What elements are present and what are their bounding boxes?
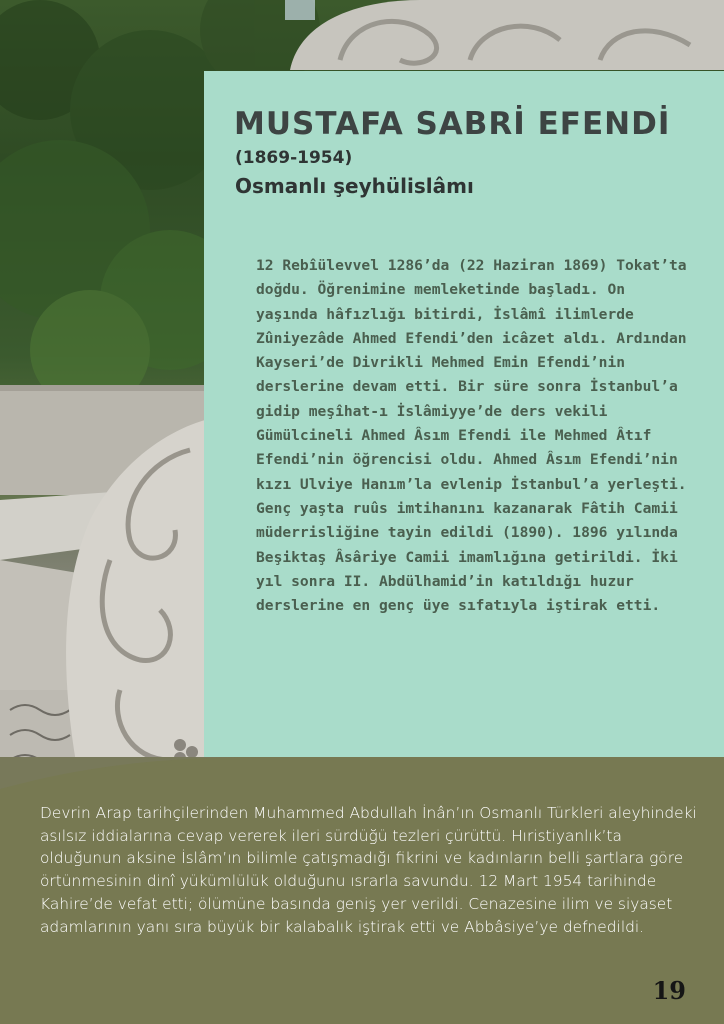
summary-text: Devrin Arap tarihçilerinden Muhammed Abdullah İnân’ın Osmanlı Türkleri aleyhindeki asılsız iddialarına cevap vererek ileri sürdüğü tezleri çürüttü. Hıristiyanlık’ta olduğunun aksine İslâm’ın bilimle çatışmadığı fikrini ve kadınların belli şartlara göre örtünmesinin dinî yükümlülük olduğunu ısrarla savundu. 12 Mart 1954 tarihinde Kahire’de vefat etti; ölümüne basında geniş yer verildi. Cenazesine ilim ve siyaset adamlarının yanı sıra büyük bir kalabalık iştirak etti ve Abbâsiye’ye defnedildi. (40, 804, 697, 936)
page-title: MUSTAFA SABRİ EFENDİ (234, 106, 671, 142)
page-subtitle: Osmanlı şeyhülislâmı (235, 174, 474, 198)
page-number: 19 (652, 976, 686, 1005)
life-dates: (1869-1954) (235, 148, 353, 168)
biography-text: 12 Rebîülevvel 1286’da (22 Haziran 1869) Tokat’ta doğdu. Öğrenimine memleketinde başladı. On yaşında hâfızlığı bitirdi, İslâmî ilimlerde Zûniyezâde Ahmed Efendi’den icâzet aldı. Ardından Kayseri’de Divrikli Mehmed Emin Efendi’nin derslerine devam etti. Bir süre sonra İstanbul’a gidip meşîhat-ı İslâmiyye’de ders vekili Gümülcineli Ahmed Âsım Efendi ile Mehmed Âtıf Efendi’nin öğrencisi oldu. Ahmed Âsım Efendi’nin kızı Ulviye Hanım’la evlenip İstanbul’a yerleşti. Genç yaşta ruûs imtihanını kazanarak Fâtih Camii müderrisliğine tayin edildi (1890). 1896 yılında Beşiktaş Âsâriye Camii imamlığına getirildi. İki yıl sonra II. Abdülhamid’in katıldığı huzur derslerine en genç üye sıfatıyla iştirak etti. (256, 257, 687, 615)
